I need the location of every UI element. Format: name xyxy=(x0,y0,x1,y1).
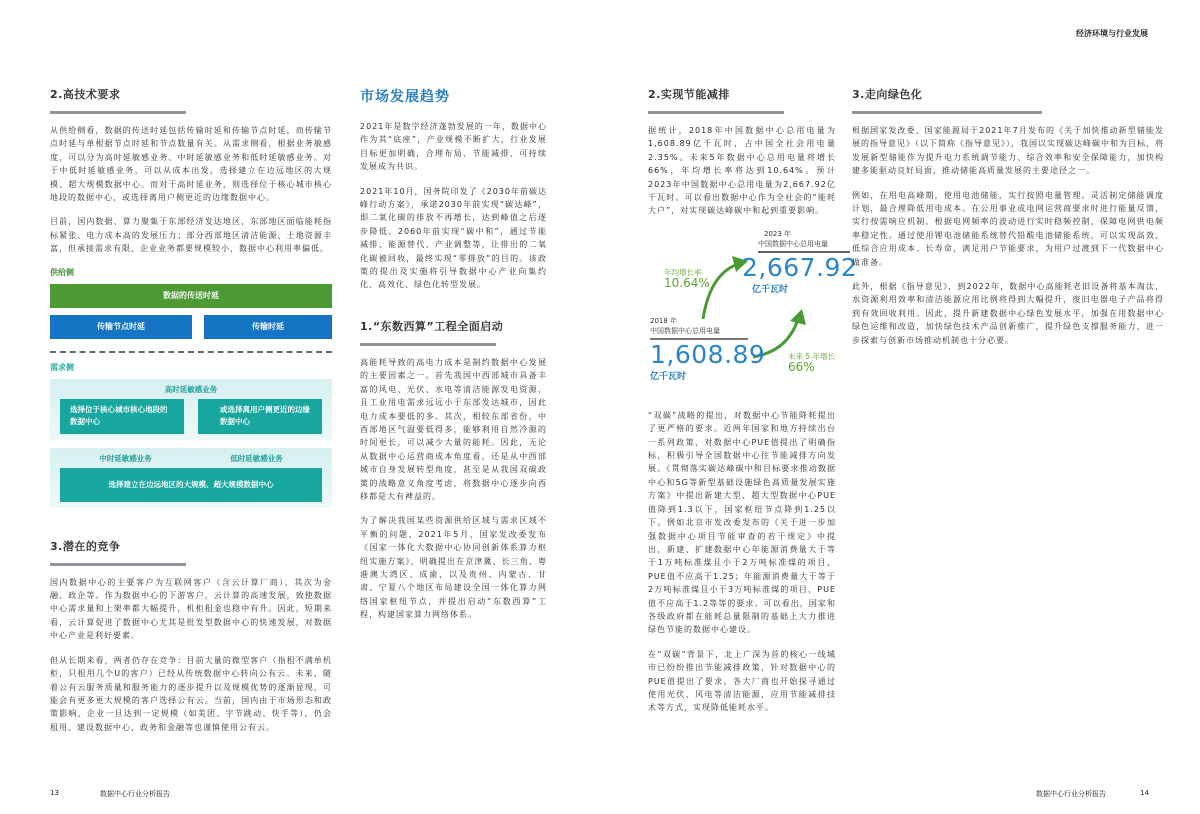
paragraph: 为了解决我国某些资源供给区域与需求区域不平衡的问题，2021年5月，国家发改委发布《国家一体化大数据中心协同创新体系算力枢纽实施方案》，明确提出在京津冀、长三角、粤港澳大湾区、成渝，以及贵州、内蒙古、甘肃、宁夏八个地区布局建设全国一体化算力网络国家枢纽节点，并提出启动“东数西算”工程，构建国家算力网络体系。 xyxy=(360,516,547,620)
section-heading: 2.实现节能减排 xyxy=(648,88,730,101)
footer-title: 数据中心行业分析报告 xyxy=(1036,790,1106,798)
label-2023: 中国数据中心总用电量 xyxy=(758,239,828,248)
electricity-infographic xyxy=(648,229,858,399)
high-latency-group xyxy=(50,379,332,440)
cagr-label: 年均增长率 xyxy=(664,267,702,277)
section-heading: 1.“东数西算”工程全面启动 xyxy=(360,319,504,333)
column-4 xyxy=(852,86,1164,358)
section-heading: 3.走向绿色化 xyxy=(852,88,923,101)
section-heading: 3.潜在的竞争 xyxy=(50,539,121,553)
label-2018: 中国数据中心总用电量 xyxy=(650,326,720,335)
supply-main-box: 数据的传送时延 xyxy=(50,284,332,308)
paragraph: 例如，在用电高峰期，使用电池储能，实行按照电量管理。灵活制定储能调度计划，最合理降低用电成本。在公用事业或电网运营商要求时进行能量反馈，实行按需响应机制。根据电网频率的波动进行实时稳频控制，保障电网供电频率稳定性。通过使用锂电池储能系统替代铅酸电池储能系统，可以实现高效、低综合应用成本、长寿命，满足用户节能要求，为用户过渡到下一代数据中心做准备。 xyxy=(852,190,1164,267)
mid-low-latency-group xyxy=(50,448,332,508)
chapter-title: 市场发展趋势 xyxy=(360,89,450,105)
page-number: 13 xyxy=(50,789,59,797)
paragraph: 在“双碳”背景下，北上广深为首的核心一线城市已纷纷推出节能减排政策，针对数据中心的PUE值提出了要求。各大厂商也开始探寻通过使用光伏、风电等清洁能源，应用节能减排技术等方式，实现降低能耗水平。 xyxy=(648,649,836,713)
paragraph: 此外，根据《指导意见》，到2022年，数据中心高能耗老旧设备将基本淘汰，水资源利用效率和清洁能源应用比例将得到大幅提升，废旧电器电子产品将得到有效回收利用。因此，提升新建数据中心绿色发展水平，加强在用数据中心绿色运维和改造，加快绿色技术产品创新推广，提升绿色支撑服务能力，进一步探索与创新市场推动机制也十分必要。 xyxy=(852,282,1164,345)
low-latency-label: 低时延敏感业务 xyxy=(230,453,283,463)
heading-rule xyxy=(50,563,186,566)
heading-rule xyxy=(852,111,1042,114)
supply-right-box: 传输时延 xyxy=(204,315,332,339)
heading-rule xyxy=(360,343,496,346)
demand-side-label: 需求侧 xyxy=(50,362,74,372)
latency-diagram xyxy=(50,267,332,508)
paragraph: 国内数据中心的主要客户为互联网客户（含云计算厂商），其次为金融、政企等。作为数据中心的下游客户，云计算的高速发展，致使数据中心需求量和上架率都大幅提升，机柜租金也稳中有升。因此，短期来看，云计算促进了数据中心尤其是批发型数据中心的快速发展，对数据中心产业是利好要素。 xyxy=(50,577,332,641)
paragraph: 从供给侧看，数据的传送时延包括传输时延和传输节点时延，而传输节点时延与单根据节点时延和节点数量有关。从需求侧看，根据业务敏感度，可以分为高时延敏感业务、中时延敏感业务和低时延敏感业务。对于中低时延敏感业务，可以从成本出发，选择建立在边远地区的大规模、超大规模数据中心。而对于高时延业务，则选择位于核心城市核心地段的数据中心，或选择离用户侧更近的边缘数据中心。 xyxy=(50,126,332,203)
column-2 xyxy=(360,86,547,633)
year-2023: 2023 年 xyxy=(764,229,792,238)
paragraph: 2021年是数字经济蓬勃发展的一年，数据中心作为其“底座”，产业规模不断扩大，行业发展目标更加明确，合理布局、节能减排、可持续发展成为共识。 xyxy=(360,122,547,172)
mid-latency-label: 中时延敏感业务 xyxy=(99,453,152,463)
supply-left-box: 传输节点时延 xyxy=(50,315,192,339)
paragraph: “双碳”战略的提出，对数据中心节能降耗提出了更严格的要求。近两年国家和地方持续出台一系列政策，对数据中心PUE值提出了明确指标，积极引导全国数据中心往节能减排方向发展。《贯彻落实碳达峰碳中和目标要求推动数据中心和5G等新型基础设施绿色高质量发展实施方案》中提出新建大型、超大型数据中心PUE值降到1.3以下，国家枢纽节点降到1.25以下。例如北京市发改委发布的《关于进一步加强数据中心项目节能审查的若干规定》中提出，新建、扩建数据中心年能源消费量大于等于1万吨标准煤且小于2万吨标准煤的项目，PUE值不应高于1.25；年能源消费量大于等于2万吨标准煤且小于3万吨标准煤的项目，PUE值不应高于1.2等等的要求。可以看出，国家和各级政府都在能耗总量限制的基础上大力推进绿色节能的数据中心建设。 xyxy=(648,410,836,635)
paragraph: 但从长期来看，两者仍存在竞争：目前大量的微型客户（指租不满单机柜，只租用几个U的客户）已经从传统数据中心转向公有云。未来，随着公有云服务质量和服务能力的逐步提升以及规模优势的逐渐显现，可能会有更多更大规模的客户选择公有云。当前，国内由于市场形态和政策影响，企业一旦达到一定规模（如美团、字节跳动、快手等），仍会租用、建设数据中心，政务和金融等也谨慎使用公有云。 xyxy=(50,655,332,732)
paragraph: 目前，国内数据、算力聚集于东部经济发达地区，东部地区面临能耗指标紧张、电力成本高的发展压力；部分西部地区清洁能源、土地资源丰富，但承接需求有限，企业业务都要规模较小，数据中心利用率偏低。 xyxy=(50,217,332,254)
growth-value: 66% xyxy=(788,359,815,374)
value-2023: 2,667.92 xyxy=(742,252,858,282)
year-2018: 2018 年 xyxy=(650,316,678,325)
heading-rule xyxy=(50,111,186,114)
paragraph: 据统计，2018年中国数据中心总用电量为1,608.89亿千瓦时，占中国全社会用电量2.35%。未来5年数据中心总用电量将增长66%，年均增长率将达到10.64%。预计2023年中国数据中心总用电量为2,667.92亿千瓦时。可以看出数据中心作为全社会的“能耗大户”，对实现碳达峰碳中和起到重要影响。 xyxy=(648,126,836,216)
unit-2018: 亿千瓦时 xyxy=(650,371,687,382)
footer-title: 数据中心行业分析报告 xyxy=(100,790,170,798)
paragraph: 根据国家发改委、国家能源局于2021年7月发布的《关于加快推动新型储能发展的指导意见》（以下简称《指导意见》），我国以实现碳达峰碳中和为目标，将发展新型储能作为提升电力系统调节能力、综合效率和安全保障能力，加快构建多能驱动良好局面，推动储能高质量发展的主要途径之一。 xyxy=(852,126,1164,176)
running-header: 经济环境与行业发展 xyxy=(1076,29,1148,38)
right-page xyxy=(600,0,1200,814)
value-2018: 1,608.89 xyxy=(650,339,766,369)
paragraph: 高能耗导致的高电力成本是制约数据中心发展的主要因素之一。首先我国中西部城市具备丰富的风电、光伏、水电等清洁能源发电资源，且工业用电需求远远小于东部发达城市，因此电力成本要低的多。其次，相较东部省份，中西部地区气温要低得多，能够利用自然冷源的时间更长，可以减少大量的能耗。因此，无论从数据中心运营商成本角度看，还是从中西部城市自身发展转型角度，甚至是从我国双碳政策的战略意义角度考虑，将数据中心逐步向西移都是大有裨益的。 xyxy=(360,357,547,501)
divider xyxy=(50,351,332,353)
column-3 xyxy=(648,86,858,726)
unit-2023: 亿千瓦时 xyxy=(752,284,789,295)
high-left-box: 选择位于核心城市核心地段的数据中心 xyxy=(60,399,184,434)
cagr-value: 10.64% xyxy=(664,275,710,290)
growth-label: 未来 5 年增长 xyxy=(788,351,836,361)
page-number: 14 xyxy=(1140,789,1149,797)
high-latency-label: 高时延敏感业务 xyxy=(164,384,218,394)
mid-low-box: 选择建立在边远地区的大规模、超大规模数据中心 xyxy=(60,468,322,502)
high-right-box: 或选择离用户侧更近的边缘数据中心 xyxy=(198,399,322,434)
paragraph: 2021年10月，国务院印发了《2030年前碳达峰行动方案》，承诺2030年前实现“碳达峰”，即二氧化碳的排放不再增长，达到峰值之后逐步降低。2060年前实现“碳中和”，通过节能减排、能源替代、产业调整等，让排出的二氧化碳被回收，最终实现“零排放”的目的。该政策的提出及实施将引导数据中心产业向集约化、高效化、绿色化转型发展。 xyxy=(360,186,547,290)
supply-side-label: 供给侧 xyxy=(50,267,74,277)
section-heading: 2.高技术要求 xyxy=(50,88,121,101)
heading-rule xyxy=(648,111,784,114)
column-1 xyxy=(50,86,332,745)
